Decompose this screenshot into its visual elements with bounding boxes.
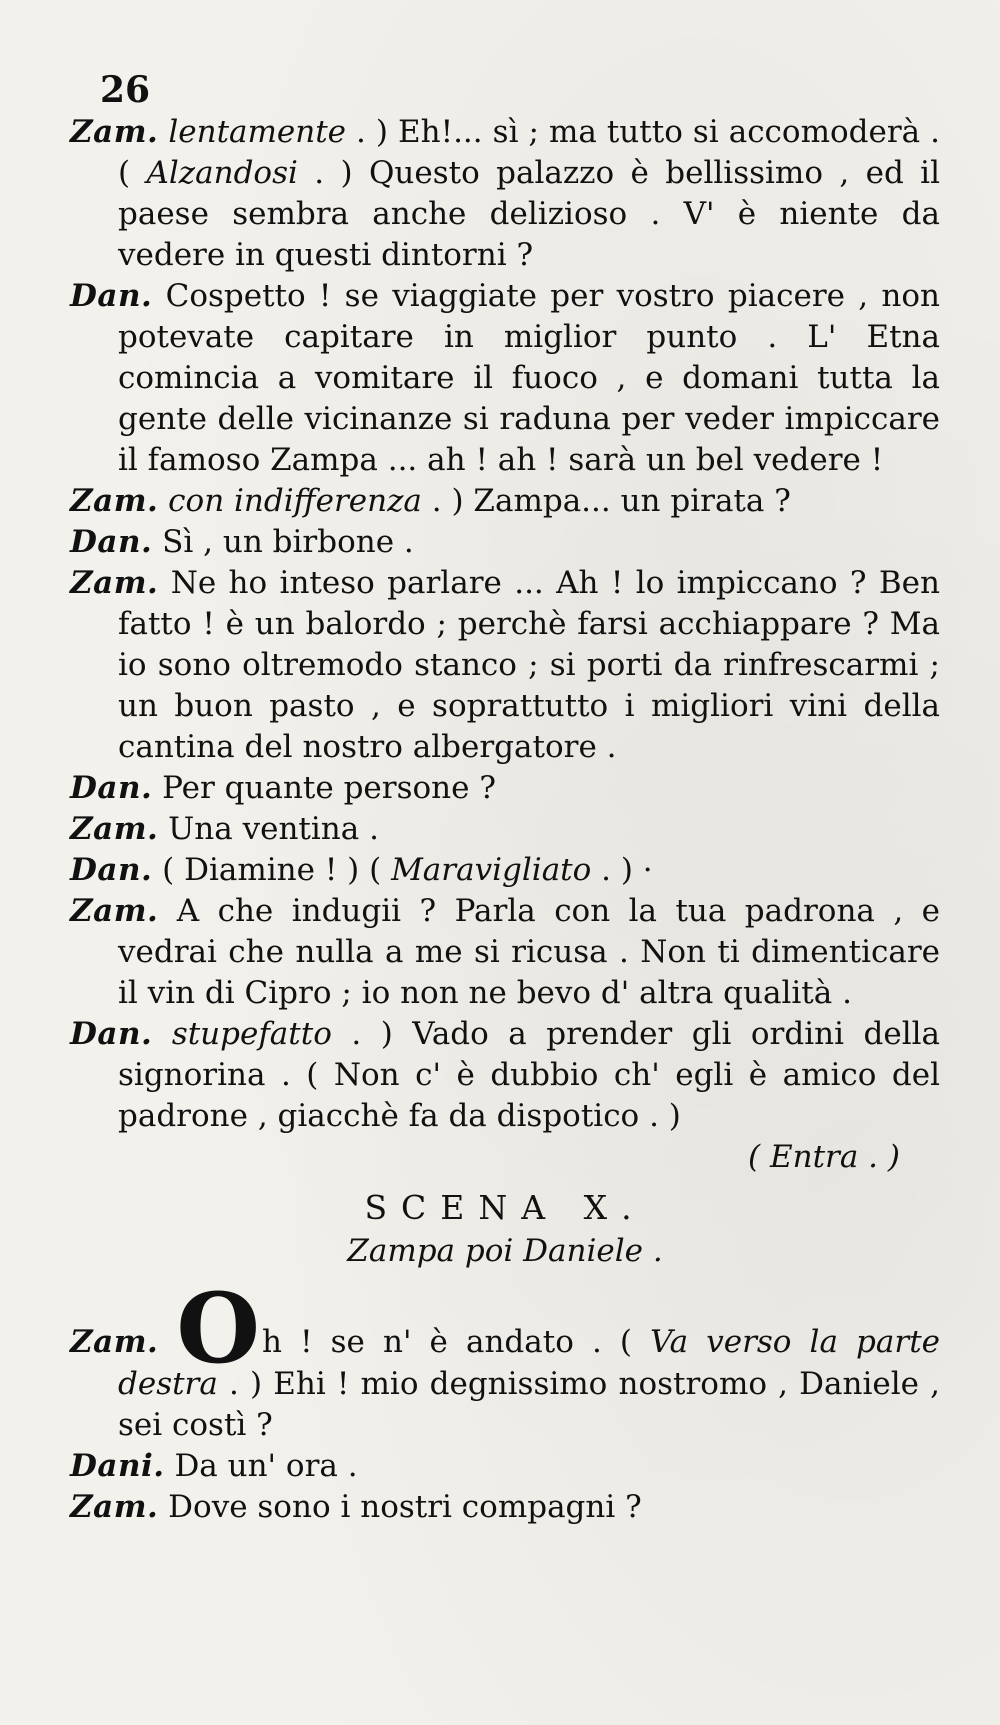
speech-text: Una ventina . xyxy=(168,811,379,847)
speaker-name: Zam. xyxy=(70,893,159,929)
speech-text: . ) Eh!... sì ; ma tutto si accomoderà . ( xyxy=(118,114,940,191)
speaker-name: Dan. xyxy=(70,1016,153,1052)
speaker-name: Dan. xyxy=(70,770,153,806)
speech xyxy=(70,1446,940,1487)
speech-text: Per quante persone ? xyxy=(162,770,496,806)
speech-text: Da un' ora . xyxy=(174,1448,358,1484)
speech-text: A che indugii ? Parla con la tua padrona , e vedrai che nulla a me si ricusa . Non ti dimenticare il vin di Cipro ; io non ne bevo d' altra qualità . xyxy=(118,893,940,1011)
stage-direction-exit: ( Entra . ) xyxy=(748,1139,900,1175)
speaker-name: Dan. xyxy=(70,278,153,314)
speech-text: . ) · xyxy=(591,852,653,888)
drop-cap: O xyxy=(176,1272,261,1385)
scene-persons: Zampa poi Daniele . xyxy=(347,1233,663,1269)
speaker-name: Zam. xyxy=(70,811,159,847)
stage-direction: con indifferenza xyxy=(168,483,422,519)
speech-text: . ) Questo palazzo è bellissimo , ed il paese sembra anche delizioso . V' è niente da vedere in questi dintorni ? xyxy=(118,155,941,273)
speech-text: h ! se n' è andato . ( xyxy=(262,1324,651,1360)
scene-opening-speech xyxy=(70,1272,940,1446)
speech-text: . ) Zampa... un pirata ? xyxy=(421,483,791,519)
dialogue-block-top xyxy=(70,112,940,1137)
speech-text: Ne ho inteso parlare ... Ah ! lo impiccano ? Ben fatto ! è un balordo ; perchè farsi acchiappare ? Ma io sono oltremodo stanco ; si porti da rinfrescarmi ; un buon pasto , e soprattutto i migliori vini della cantina del nostro albergatore . xyxy=(118,565,940,765)
speech-text: ( Diamine ! ) ( xyxy=(162,852,392,888)
speech xyxy=(70,112,940,276)
speaker-name: Zam. xyxy=(70,483,159,519)
stage-direction: stupefatto xyxy=(171,1016,332,1052)
speech xyxy=(70,563,940,768)
speech xyxy=(70,481,940,522)
speaker-name: Dani. xyxy=(70,1448,165,1484)
speaker-name: Zam. xyxy=(70,565,159,601)
speech xyxy=(70,276,940,481)
page-number: 26 xyxy=(100,69,151,111)
speaker-name: Zam. xyxy=(70,1489,159,1525)
speech-text: . ) Ehi ! mio degnissimo nostromo , Daniele , sei costì ? xyxy=(118,1366,940,1443)
speech-text: . ) Vado a prender gli ordini della signorina . ( Non c' è dubbio ch' egli è amico del padrone , giacchè fa da dispotico . ) xyxy=(118,1016,941,1134)
scene-title: SCENA X. xyxy=(364,1188,646,1227)
stage-direction: Va verso la parte destra xyxy=(118,1324,940,1402)
speech xyxy=(70,850,940,891)
stage-direction: Maravigliato xyxy=(391,852,592,888)
speech xyxy=(70,891,940,1014)
speech xyxy=(70,809,940,850)
dialogue-block-bottom xyxy=(70,1446,940,1528)
play-text xyxy=(70,112,940,1528)
speech xyxy=(70,1487,940,1528)
stage-direction: lentamente xyxy=(168,114,347,150)
speaker-name: Zam. xyxy=(70,114,159,150)
speech xyxy=(70,768,940,809)
stage-direction: Alzandosi xyxy=(146,155,298,191)
speaker-name: Dan. xyxy=(70,852,153,888)
speech-text: Cospetto ! se viaggiate per vostro piacere , non potevate capitare in miglior punto . L' Etna comincia a vomitare il fuoco , e domani tutta la gente delle vicinanze si raduna per veder impiccare il famoso Zampa ... ah ! ah ! sarà un bel vedere ! xyxy=(118,278,940,478)
speaker-name: Dan. xyxy=(70,524,153,560)
speech-text: Dove sono i nostri compagni ? xyxy=(168,1489,642,1525)
speech xyxy=(70,1014,940,1137)
speech-text: Sì , un birbone . xyxy=(162,524,414,560)
speech xyxy=(70,522,940,563)
speaker-name: Zam. xyxy=(70,1324,159,1360)
